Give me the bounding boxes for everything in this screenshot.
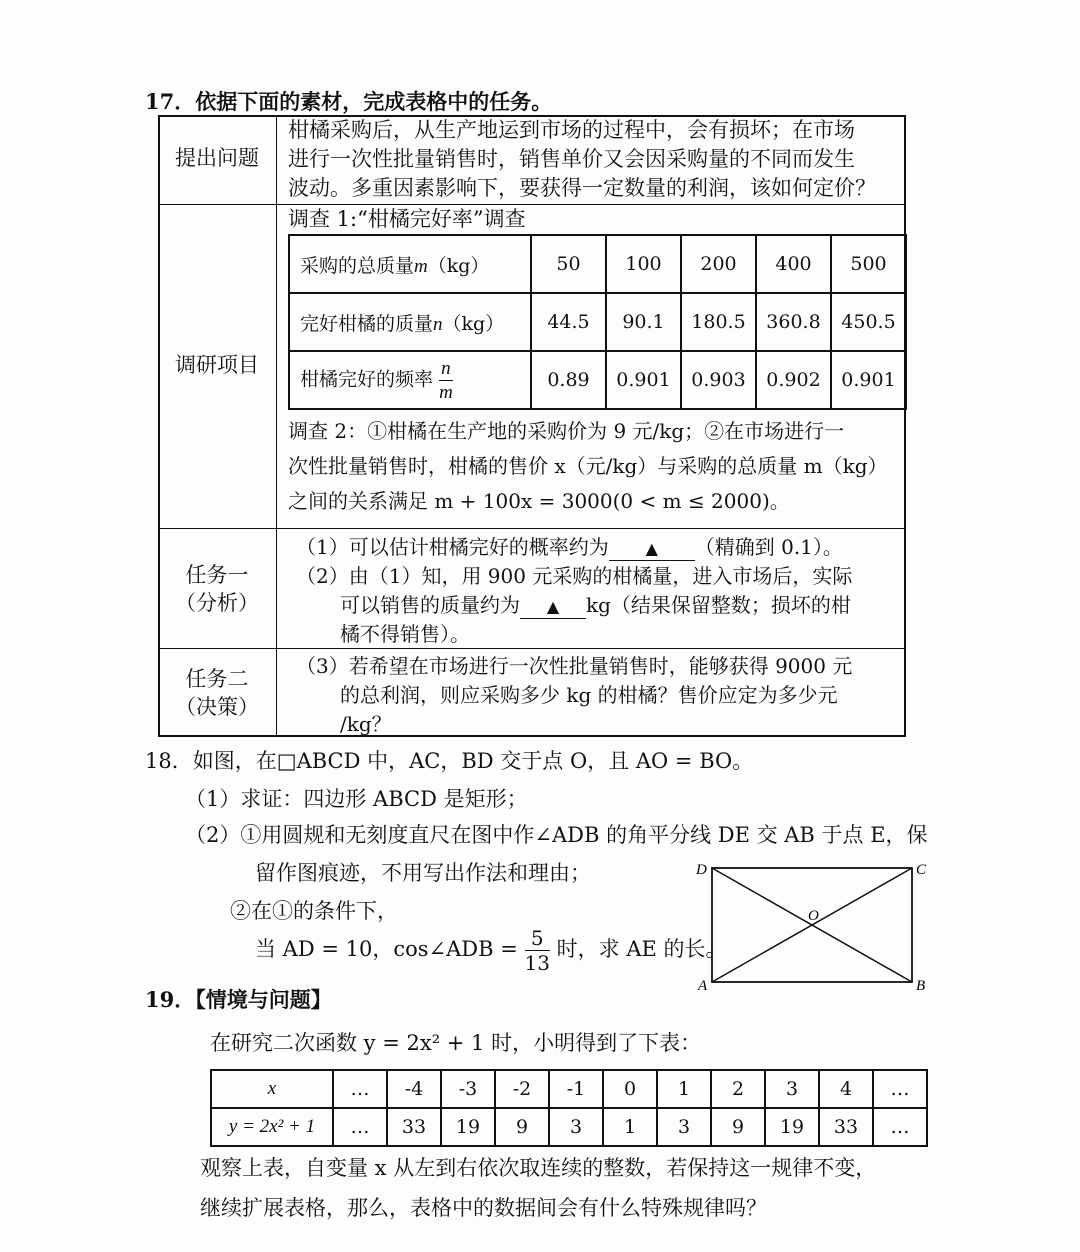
table-cell: 90.1: [606, 293, 681, 351]
p17-col-divider: [276, 115, 277, 737]
table-cell: 3: [549, 1108, 603, 1146]
p17-row-divider: [158, 204, 906, 205]
frac-num: n: [439, 359, 453, 381]
fraction-5-over-13: [525, 928, 550, 973]
rectangle-abcd-figure: [690, 858, 940, 998]
table-cell: 180.5: [681, 293, 756, 351]
table-cell: 400: [756, 235, 831, 293]
table-header: x: [211, 1070, 333, 1108]
table-cell: 0.903: [681, 351, 756, 409]
p19-line: 观察上表，自变量 x 从左到右依次取连续的整数，若保持这一规律不变，: [200, 1156, 877, 1180]
table-cell: 19: [441, 1108, 495, 1146]
table-cell: 44.5: [531, 293, 606, 351]
unit: （kg）: [442, 312, 505, 335]
row-label: 柑橘完好的频率: [300, 368, 434, 390]
p17-task2-label: 任务二: [185, 667, 249, 691]
table-header: y = 2x² + 1: [211, 1108, 333, 1146]
table-row: [211, 1070, 927, 1108]
p19-line: 继续扩展表格，那么，表格中的数据间会有什么特殊规律吗？: [200, 1196, 767, 1220]
p17-task2-sub: （决策）: [175, 695, 259, 719]
triangle-mark: ▲: [645, 539, 658, 558]
p17-row-divider: [158, 648, 906, 649]
fraction-n-over-m: [439, 359, 453, 402]
row-label: 完好柑橘的质量: [300, 312, 434, 335]
survey1-title: 调查 1:“柑橘完好率”调查: [288, 207, 526, 231]
label-o: O: [808, 908, 819, 924]
table-cell: 0.89: [531, 351, 606, 409]
table-cell: 200: [681, 235, 756, 293]
frac-den: 13: [524, 951, 550, 975]
table-cell: 19: [765, 1108, 819, 1146]
task2-line: 的总利润，则应采购多少 kg 的柑橘？售价应定为多少元: [340, 683, 838, 707]
p18-line6: [255, 928, 727, 973]
var-n: n: [433, 313, 443, 335]
frac-num: 5: [525, 928, 550, 951]
p18-line: ②在①的条件下，: [230, 899, 398, 923]
label-c: C: [916, 862, 927, 878]
survey1-row1-header: [289, 235, 531, 293]
table-cell: 450.5: [831, 293, 906, 351]
table-cell: …: [333, 1070, 387, 1108]
table-cell: 360.8: [756, 293, 831, 351]
p19-title: 19．【情境与问题】: [145, 987, 332, 1012]
table-row: [289, 293, 906, 351]
table-cell: 33: [387, 1108, 441, 1146]
task1-q2-note: kg（结果保留整数；损坏的柑: [586, 593, 851, 617]
table-cell: 0.901: [606, 351, 681, 409]
table-cell: 3: [657, 1108, 711, 1146]
survey1-table: [288, 234, 907, 410]
survey2-line: 次性批量销售时，柑橘的售价 x（元/kg）与采购的总质量 m（kg）: [288, 454, 888, 478]
p18-line: 18．如图，在□ABCD 中，AC，BD 交于点 O，且 AO = BO。: [145, 749, 754, 773]
p18-cos-text: 当 AD = 10，cos∠ADB =: [255, 937, 518, 961]
table-row: [289, 351, 906, 409]
table-cell: …: [873, 1108, 927, 1146]
table-cell: 1: [603, 1108, 657, 1146]
p17-task1-sub: （分析）: [175, 591, 259, 615]
task1-q1-note: （精确到 0.1）。: [694, 535, 843, 559]
task2-line: /kg？: [340, 712, 392, 736]
row-label: 采购的总质量: [300, 254, 415, 277]
survey2-line: 之间的关系满足 m + 100x = 3000(0 < m ≤ 2000)。: [288, 489, 790, 513]
table-cell: 0.902: [756, 351, 831, 409]
table-cell: -2: [495, 1070, 549, 1108]
p17-problem-line: 柑橘采购后，从生产地运到市场的过程中，会有损坏；在市场: [288, 118, 855, 142]
table-cell: 100: [606, 235, 681, 293]
table-cell: …: [333, 1108, 387, 1146]
task1-q2-line2: [340, 592, 851, 619]
p17-problem-line: 波动。多重因素影响下，要获得一定数量的利润，该如何定价？: [288, 176, 876, 200]
table-cell: 9: [711, 1108, 765, 1146]
table-cell: 2: [711, 1070, 765, 1108]
task1-q2-line3: 橘不得销售）。: [340, 622, 470, 646]
p18-question: 时，求 AE 的长。: [556, 937, 727, 961]
survey2-line: 调查 2：①柑橘在生产地的采购价为 9 元/kg；②在市场进行一: [288, 419, 845, 443]
table-cell: …: [873, 1070, 927, 1108]
unit: （kg）: [427, 254, 490, 277]
label-d: D: [696, 862, 707, 878]
table-cell: 1: [657, 1070, 711, 1108]
triangle-mark: ▲: [546, 597, 560, 616]
p18-line: （2）①用圆规和无刻度直尺在图中作∠ADB 的角平分线 DE 交 AB 于点 E，保: [185, 823, 928, 847]
task1-q1-text: （1）可以估计柑橘完好的概率约为: [296, 535, 609, 559]
answer-blank[interactable]: [520, 592, 586, 619]
table-cell: 3: [765, 1070, 819, 1108]
p17-task1-label: 任务一: [185, 563, 249, 587]
p19-table: [210, 1069, 928, 1147]
p19-intro: 在研究二次函数 y = 2x² + 1 时，小明得到了下表：: [210, 1031, 702, 1055]
table-cell: -3: [441, 1070, 495, 1108]
table-cell: 9: [495, 1108, 549, 1146]
table-cell: -4: [387, 1070, 441, 1108]
p17-problem-label: 提出问题: [175, 146, 259, 170]
p17-row-divider: [158, 528, 906, 529]
table-row: [211, 1108, 927, 1146]
p17-research-label: 调研项目: [175, 353, 259, 377]
p18-line: （1）求证：四边形 ABCD 是矩形；: [185, 787, 528, 811]
label-a: A: [698, 978, 708, 994]
task1-q2-text: 可以销售的质量约为: [340, 593, 520, 617]
p18-line: 留作图痕迹，不用写出作法和理由；: [255, 861, 591, 885]
survey1-row3-header: [289, 351, 531, 409]
answer-blank[interactable]: [609, 534, 695, 561]
task1-q1: [296, 534, 843, 561]
frac-den: m: [439, 381, 453, 403]
table-cell: 0: [603, 1070, 657, 1108]
table-cell: -1: [549, 1070, 603, 1108]
task2-line: （3）若希望在市场进行一次性批量销售时，能够获得 9000 元: [296, 654, 853, 678]
var-m: m: [414, 255, 428, 277]
table-cell: 4: [819, 1070, 873, 1108]
table-cell: 33: [819, 1108, 873, 1146]
label-b: B: [916, 978, 926, 994]
table-cell: 50: [531, 235, 606, 293]
task1-q2-line1: （2）由（1）知，用 900 元采购的柑橘量，进入市场后，实际: [296, 564, 853, 588]
p17-title: 17．依据下面的素材，完成表格中的任务。: [145, 89, 553, 114]
p17-problem-line: 进行一次性批量销售时，销售单价又会因采购量的不同而发生: [288, 147, 855, 171]
table-row: [289, 235, 906, 293]
table-cell: 500: [831, 235, 906, 293]
table-cell: 0.901: [831, 351, 906, 409]
survey1-row2-header: [289, 293, 531, 351]
